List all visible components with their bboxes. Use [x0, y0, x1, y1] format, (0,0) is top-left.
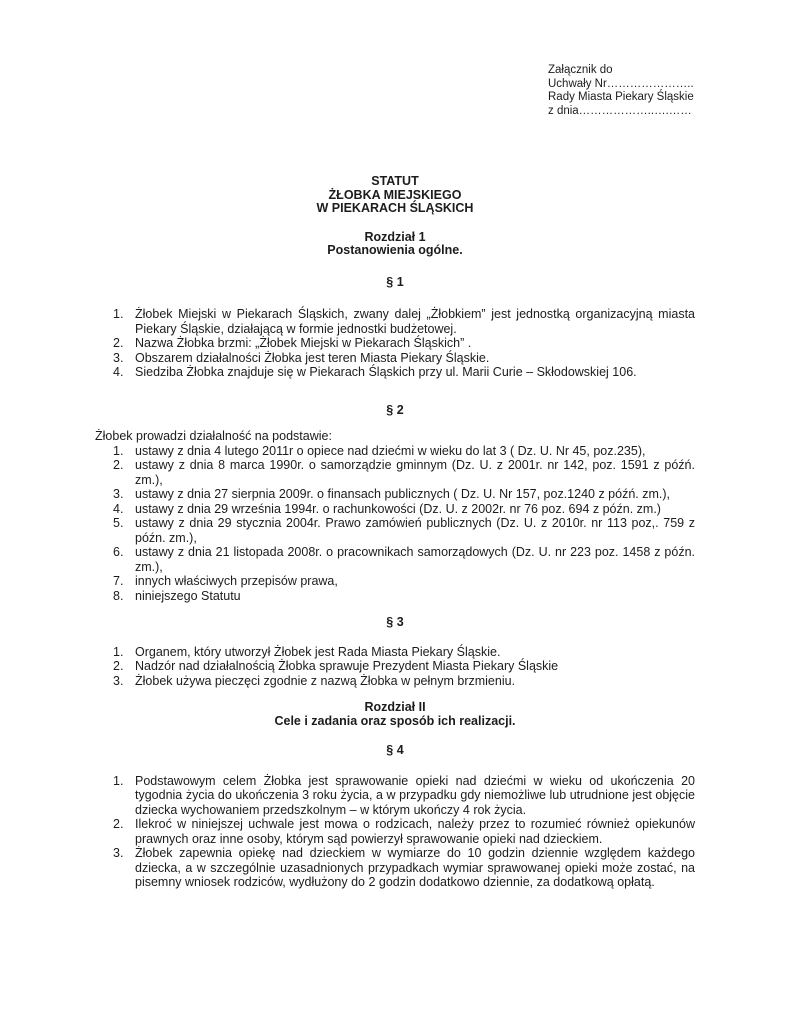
list-item-number: 4.: [113, 365, 124, 379]
list-item-text: Żłobek używa pieczęci zgodnie z nazwą Żłobka w pełnym brzmieniu.: [135, 673, 516, 688]
list-item-number: 3.: [113, 673, 124, 688]
list-item: [95, 774, 695, 818]
list-item-number: 3.: [113, 846, 124, 860]
list-item: [95, 502, 695, 517]
attachment-line: Rady Miasta Piekary Śląskie: [548, 91, 694, 103]
list-item-text: Żłobek Miejski w Piekarach Śląskich, zwany dalej „Żłobkiem” jest jednostką organizacyjną miasta Piekary Śląskie, działającą w formie jednostki budżetowej.: [135, 307, 695, 336]
paragraph-3-list: [95, 645, 695, 689]
list-item-number: 1.: [113, 443, 124, 458]
list-item-text: ustawy z dnia 4 lutego 2011r o opiece nad dziećmi w wieku do lat 3 ( Dz. U. Nr 45, poz.235),: [135, 443, 646, 458]
list-item-text: Żłobek zapewnia opiekę nad dzieckiem w wymiarze do 10 godzin dziennie względem każdego dziecka, a w szczególnie uzasadnionych przypadkach wymiar sprawowanej opieki może zostać, na pisemny wniosek rodziców, wydłużony do 2 godzin dodatkowo dziennie, za dodatkową opłatą.: [135, 846, 695, 889]
list-item-number: 1.: [113, 307, 124, 321]
list-item-text: Nadzór nad działalnością Żłobka sprawuje Prezydent Miasta Piekary Śląskie: [135, 659, 559, 673]
document-title-line: W PIEKARACH ŚLĄSKICH: [316, 201, 474, 215]
list-item-number: 1.: [113, 644, 124, 659]
list-item: [95, 336, 695, 351]
list-item-number: 2.: [113, 458, 124, 472]
chapter-subtitle: Postanowienia ogólne.: [327, 243, 463, 257]
list-item-number: 2.: [113, 817, 124, 831]
list-item: [95, 659, 695, 674]
paragraph-2-intro: Żłobek prowadzi działalność na podstawie:: [95, 429, 332, 443]
paragraph-2-list: [95, 444, 695, 604]
list-item-number: 2.: [113, 336, 124, 350]
list-item-number: 3.: [113, 350, 124, 365]
list-item: [95, 574, 695, 589]
list-item-text: Obszarem działalności Żłobka jest teren Miasta Piekary Śląskie.: [135, 350, 490, 365]
list-item: [95, 589, 695, 604]
list-item: [95, 674, 695, 689]
document-title-line: STATUT: [371, 174, 419, 188]
list-item-number: 5.: [113, 516, 124, 530]
list-item-number: 6.: [113, 545, 124, 559]
paragraph-4-list: [95, 774, 695, 890]
attachment-line: Uchwały Nr…………………..: [548, 77, 694, 90]
list-item-text: Ilekroć w niniejszej uchwale jest mowa o rodzicach, należy przez to rozumieć również opiekunów prawnych oraz inne osoby, którym sąd powierzył sprawowanie opieki nad dzieckiem.: [135, 817, 695, 846]
list-item-text: ustawy z dnia 29 stycznia 2004r. Prawo zamówień publicznych (Dz. U. z 2010r. nr 113 poz,. 759 z późn. zm.),: [135, 516, 695, 545]
list-item-number: 7.: [113, 574, 124, 588]
list-item: [95, 817, 695, 846]
list-item: [95, 444, 695, 459]
list-item-text: ustawy z dnia 21 listopada 2008r. o pracownikach samorządowych (Dz. U. nr 223 poz. 1458 z późn. zm.),: [135, 545, 695, 574]
list-item-text: ustawy z dnia 27 sierpnia 2009r. o finansach publicznych ( Dz. U. Nr 157, poz.1240 z późń. zm.),: [135, 487, 670, 501]
list-item-number: 3.: [113, 487, 124, 501]
list-item-text: Podstawowym celem Żłobka jest sprawowanie opieki nad dziećmi w wieku od ukończenia 20 tygodnia życia do ukończenia 3 roku życia, a w przypadku gdy niemożliwe lub utrudnione jest objęcie dziecka wychowaniem przedszkolnym – w którym ukończy 4 rok życia.: [135, 773, 695, 817]
list-item-text: Organem, który utworzył Żłobek jest Rada Miasta Piekary Śląskie.: [135, 644, 501, 659]
list-item-text: innych właściwych przepisów prawa,: [135, 574, 338, 588]
list-item-text: ustawy z dnia 29 września 1994r. o rachunkowości (Dz. U. z 2002r. nr 76 poz. 694 z późn. zm.): [135, 501, 661, 516]
list-item: [95, 516, 695, 545]
document-title-line: ŻŁOBKA MIEJSKIEGO: [328, 187, 462, 202]
attachment-reference-block: [548, 64, 728, 118]
document-title: [95, 175, 695, 216]
list-item: [95, 351, 695, 366]
list-item-text: Nazwa Żłobka brzmi: „Żłobek Miejski w Piekarach Śląskich” .: [135, 336, 472, 350]
list-item: [95, 846, 695, 890]
attachment-line: Załącznik do: [548, 64, 613, 76]
list-item-text: ustawy z dnia 8 marca 1990r. o samorządzie gminnym (Dz. U. z 2001r. nr 142, poz. 1591 z późń. zm.),: [135, 458, 695, 487]
attachment-line: z dnia………………..….……: [548, 104, 692, 117]
list-item-number: 4.: [113, 501, 124, 516]
list-item: [95, 458, 695, 487]
chapter-subtitle: Cele i zadania oraz sposób ich realizacji.: [274, 713, 516, 728]
paragraph-1-list: [95, 307, 695, 380]
list-item-number: 1.: [113, 773, 124, 788]
paragraph-3-heading: § 3: [386, 615, 404, 629]
list-item-number: 8.: [113, 588, 124, 603]
paragraph-2-heading: § 2: [386, 402, 404, 417]
list-item: [95, 365, 695, 380]
chapter-2-heading: [95, 701, 695, 728]
chapter-number: Rozdział 1: [364, 229, 426, 244]
list-item: [95, 307, 695, 336]
list-item-text: Siedziba Żłobka znajduje się w Piekarach Śląskich przy ul. Marii Curie – Skłodowskiej 106.: [135, 365, 637, 379]
chapter-1-heading: [95, 231, 695, 258]
paragraph-4-heading: § 4: [386, 743, 404, 757]
list-item-number: 2.: [113, 659, 124, 673]
paragraph-1-heading: § 1: [386, 274, 404, 289]
list-item: [95, 645, 695, 660]
list-item: [95, 545, 695, 574]
list-item-text: niniejszego Statutu: [135, 588, 241, 603]
chapter-number: Rozdział II: [364, 700, 426, 714]
list-item: [95, 487, 695, 502]
